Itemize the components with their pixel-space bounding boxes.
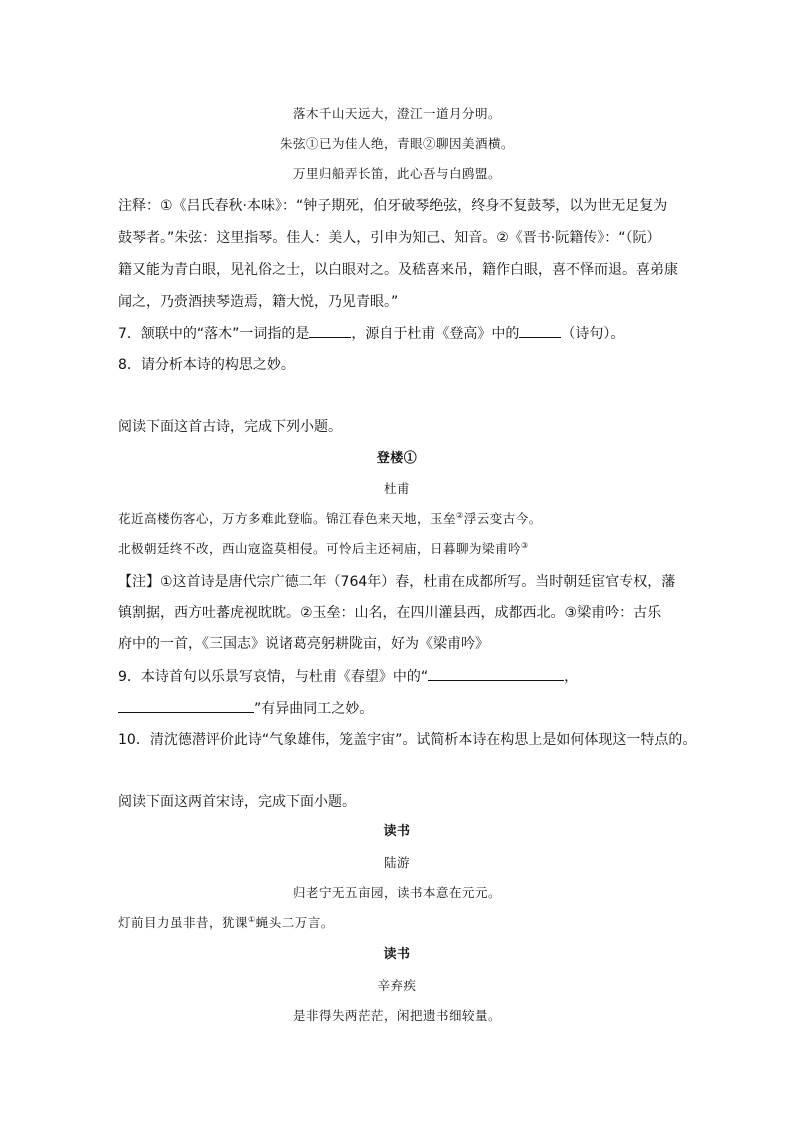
poem4-title: 读书 bbox=[383, 947, 411, 962]
poem1-note-line-3: 籍又能为青白眼，见礼俗之士，以白眼对之。及嵇喜来吊，籍作白眼，喜不怿而退。喜弟康 bbox=[118, 262, 678, 278]
poem2-note-line-2: 镇割据，西方吐蕃虎视眈眈。②玉垒：山名，在四川灌县西，成都西北。③梁甫吟：古乐 bbox=[118, 605, 662, 621]
question-10: 10．清沈德潜评价此诗“气象雄伟，笼盖宇宙”。试简析本诗在构思上是如何体现这一特点的。 bbox=[118, 732, 697, 748]
poem1-line-2: 朱弦①已为佳人绝，青眼②聊因美酒横。 bbox=[279, 136, 514, 151]
section2-instruction: 阅读下面这首古诗，完成下列小题。 bbox=[118, 419, 342, 435]
question-7 bbox=[118, 323, 678, 344]
question-8: 8．请分析本诗的构思之妙。 bbox=[118, 357, 295, 373]
question-7-part-3: （诗句）。 bbox=[561, 326, 625, 342]
answer-blank[interactable] bbox=[519, 323, 561, 338]
question-7-part-1: 7．颔联中的“落木”一词指的是 bbox=[118, 326, 310, 342]
poem1-note-line-1: 注释：①《吕氏春秋·本味》：“钟子期死，伯牙破琴绝弦，终身不复鼓琴，以为世无足复为 bbox=[118, 198, 668, 214]
question-9-line-1: 9．本诗首句以乐景写哀情，与杜甫《春望》中的“ ， bbox=[118, 666, 678, 687]
section3-instruction: 阅读下面这两首宋诗，完成下面小题。 bbox=[118, 794, 356, 810]
poem1-note-line-2: 鼓琴者。”朱弦：这里指琴。佳人：美人，引申为知己、知音。②《晋书·阮籍传》：“（阮） bbox=[118, 230, 661, 246]
question-9-line-2: ”有异曲同工之妙。 bbox=[118, 698, 678, 719]
poem2-line-1: 花近高楼伤客心，万方多难此登临。锦江春色来天地，玉垒②浮云变古今。 bbox=[118, 510, 542, 526]
poem1-note-line-4: 闻之，乃赍酒挟琴造焉，籍大悦，乃见青眼。” bbox=[118, 294, 399, 310]
poem4-line-1: 是非得失两茫茫，闲把遗书细较量。 bbox=[292, 1008, 501, 1023]
poem2-title: 登楼① bbox=[376, 451, 418, 466]
poem3-author: 陆游 bbox=[383, 855, 410, 870]
poem2-note-line-3: 府中的一首，《三国志》说诸葛亮躬耕陇亩，好为《梁甫吟》 bbox=[118, 636, 489, 652]
poem4-author: 辛弃疾 bbox=[377, 978, 417, 993]
answer-blank[interactable] bbox=[309, 323, 351, 338]
poem3-line-1: 归老宁无五亩园，读书本意在元元。 bbox=[292, 885, 501, 900]
poem1-line-3: 万里归船弄长笛，此心吾与白鸥盟。 bbox=[292, 166, 501, 181]
poem3-title: 读书 bbox=[383, 824, 411, 839]
answer-blank[interactable] bbox=[118, 698, 254, 713]
poem1-line-1: 落木千山天远大，澄江一道月分明。 bbox=[292, 106, 501, 121]
poem2-line-2: 北极朝廷终不改，西山寇盗莫相侵。可怜后主还祠庙，日暮聊为梁甫吟③ bbox=[118, 540, 529, 556]
poem3-line-2: 灯前目力虽非昔，犹课①蝇头二万言。 bbox=[118, 914, 334, 930]
answer-blank[interactable] bbox=[428, 666, 564, 681]
poem2-note-line-1: 【注】①这首诗是唐代宗广德二年（764年）春，杜甫在成都所写。当时朝廷宦官专权，藩 bbox=[118, 574, 676, 590]
question-7-part-2: ，源自于杜甫《登高》中的 bbox=[351, 326, 520, 342]
poem2-author: 杜甫 bbox=[383, 481, 410, 496]
